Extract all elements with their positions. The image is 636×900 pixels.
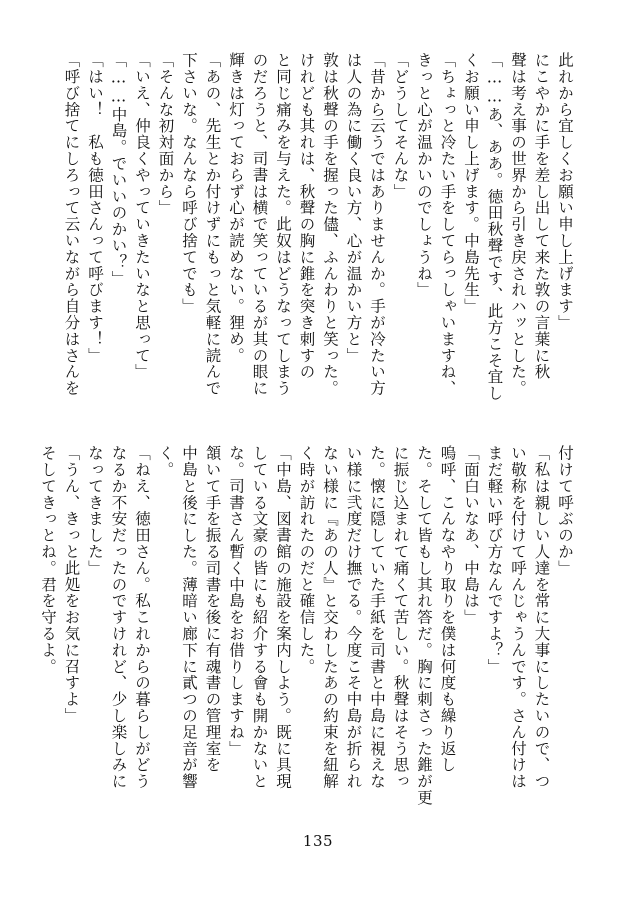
text-line: まだ軽い呼び方なんですよ？」 [485, 445, 504, 675]
text-line: は人の為に働く良い方、心が温かい方と」 [344, 52, 363, 364]
text-line: た。懐に隠していた手紙を司書と中島に視えな [368, 445, 386, 790]
text-line: 中島と後にした。薄暗い廊下に貳つの足音が響 [180, 445, 198, 790]
text-line: 輝きは灯っておらず心が読めない。狸め。 [227, 52, 245, 364]
text-line: 「昔から云うではありませんか。手が冷たい方 [368, 52, 386, 397]
text-line: 「あの、先生とか付けずにもっと気軽に読んで [203, 52, 222, 397]
text-line: ない様に『あの人』と交わしたあの約束を紐解 [321, 445, 339, 790]
text-line: 「……中島。でいいのかい？」 [109, 52, 128, 287]
text-line: い敬称を付けて呼んじゃうんです。さん付けは [509, 445, 527, 790]
text-line: い様に弐度だけ撫でる。今度こそ中島が折られ [344, 445, 363, 790]
text-line: のだろうと、司書は横で笑っているが其の眼に [250, 52, 269, 397]
text-line: 頷いて手を振る司書を後に有魂書の管理室を [203, 445, 222, 773]
text-line: 「私は親しい人達を常に大事にしたいので、つ [532, 445, 551, 790]
text-line: 敦は秋聲の手を握った儘、ふんわりと笑った。 [321, 52, 339, 397]
text-line: 此れから宜しくお願い申し上げます」 [556, 52, 574, 331]
text-line: にこやかに手を差し出して来た敦の言葉に秋 [532, 52, 551, 380]
text-line: 「面白いなあ、中島は」 [462, 445, 480, 626]
text-line: 「はい！ 私も徳田さんって呼びます！」 [86, 52, 104, 364]
text-line: けれども其れは、秋聲の胸に錐を突き刺すの [297, 52, 316, 380]
text-line: している文豪の皆にも紹介する會も開かないと [250, 445, 269, 790]
text-line: 下さいな。なんなら呼び捨てでも」 [180, 52, 198, 315]
text-line: 聲は考え事の世界から引き戻されハッとした。 [509, 52, 527, 397]
text-line: た。そして皆もし其れ答だ。胸に刺さった錐が更 [415, 445, 433, 806]
text-line: 「……あ、ああ。徳田秋聲です、此方こそ宜し [485, 52, 504, 402]
text-line: そしてきっとね。君を守るよ。 [39, 445, 57, 675]
upper-text-block [59, 52, 576, 412]
text-line: に振じ込まれて痛くて苦しい。秋聲はそう思っ [391, 445, 410, 790]
text-line: きっと心が温かいのでしょうね」 [415, 52, 433, 298]
text-line: 「ねえ、徳田さん。私これからの暮らしがどう [133, 445, 151, 790]
text-line: と同じ痛みを与えた。此奴はどうなってしまう [274, 52, 292, 397]
text-line: なってきました」 [86, 445, 104, 577]
page-number: 135 [302, 832, 334, 850]
text-line: 「どうしてそんな」 [391, 52, 410, 200]
text-line: くお願い申し上げます。中島先生」 [462, 52, 480, 315]
text-line: 「呼び捨てにしろって云いながら自分はさんを [62, 52, 81, 397]
text-line: 「中島、図書館の施設を案内しよう。既に具現 [274, 445, 292, 790]
text-line: く。 [156, 445, 175, 478]
text-line: な。司書さん暫く中島をお借りしますね」 [227, 445, 245, 757]
text-line: 「うん、きっと此処をお気に召すよ」 [62, 445, 81, 724]
text-line: 「ちょっと冷たい手をしてらっしゃいますね、 [438, 52, 457, 397]
lower-text-block [36, 445, 577, 805]
text-line: く時が訪れたのだと確信した。 [297, 445, 316, 675]
text-line: 「いえ、仲良くやっていきたいなと思って」 [133, 52, 151, 380]
text-line: 嗚呼、こんなやり取りを僕は何度も繰り返し [438, 445, 457, 773]
text-line: 付けて呼ぶのか」 [556, 445, 574, 577]
text-line: なるか不安だったのですけれど、少し楽しみに [109, 445, 128, 790]
text-line: 「そんな初対面から」 [156, 52, 175, 216]
